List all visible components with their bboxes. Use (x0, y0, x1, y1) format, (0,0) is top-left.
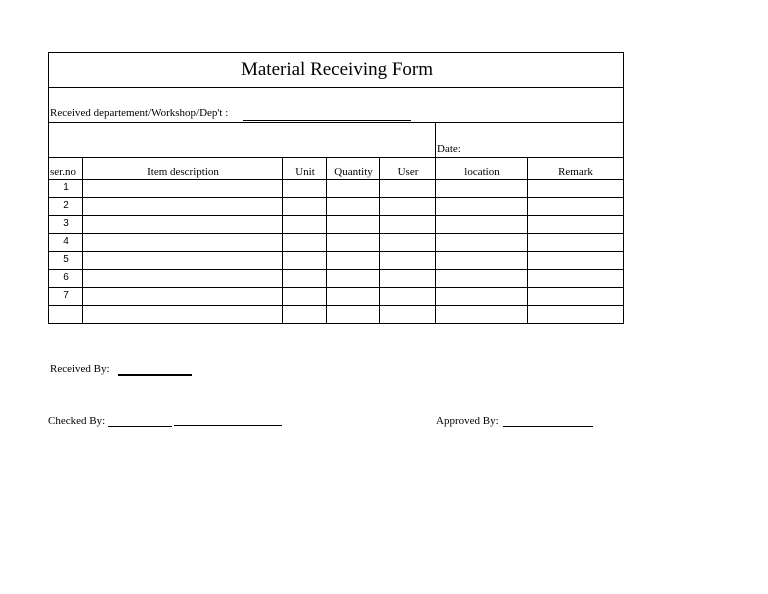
checked-by-label: Checked By: (48, 415, 106, 427)
table-line (49, 197, 623, 198)
column-header-quantity: Quantity (334, 166, 373, 178)
table-row-number: 4 (63, 236, 69, 247)
column-header-location: location (464, 166, 500, 178)
column-header-unit: Unit (295, 166, 315, 178)
column-header-ser-no: ser.no (50, 166, 76, 178)
column-header-remark: Remark (558, 166, 593, 178)
table-column-line (527, 157, 528, 323)
table-row-number: 3 (63, 218, 69, 229)
table-column-line (326, 157, 327, 323)
column-header-user: User (397, 166, 419, 178)
department-field[interactable] (243, 120, 411, 121)
approved-by-label: Approved By: (436, 415, 499, 427)
material-receiving-form (48, 52, 624, 324)
department-divider (49, 122, 623, 123)
table-row-number: 1 (63, 182, 69, 193)
form-title: Material Receiving Form (240, 59, 434, 80)
table-line (49, 179, 623, 180)
header-top-line (49, 157, 623, 158)
date-divider (435, 122, 436, 157)
table-row-number: 2 (63, 200, 69, 211)
table-row-number (49, 305, 83, 323)
table-row-number: 6 (63, 272, 69, 283)
date-label: Date: (437, 143, 461, 155)
received-by-field[interactable] (118, 374, 192, 376)
department-label: Received departement/Workshop/Dep't : (50, 107, 229, 119)
table-line (49, 305, 623, 306)
table-row-number: 7 (63, 290, 69, 301)
table-line (49, 287, 623, 288)
checked-by-field-extension[interactable] (174, 425, 282, 426)
table-line (49, 215, 623, 216)
table-line (49, 269, 623, 270)
table-line (49, 233, 623, 234)
title-divider (49, 87, 623, 88)
table-column-line (379, 157, 380, 323)
checked-by-field[interactable] (108, 426, 172, 427)
column-header-item-description: Item description (147, 166, 219, 178)
approved-by-field[interactable] (503, 426, 593, 427)
table-column-line (282, 157, 283, 323)
table-column-line (435, 157, 436, 323)
table-line (49, 251, 623, 252)
table-row-number: 5 (63, 254, 69, 265)
received-by-label: Received By: (50, 363, 110, 375)
